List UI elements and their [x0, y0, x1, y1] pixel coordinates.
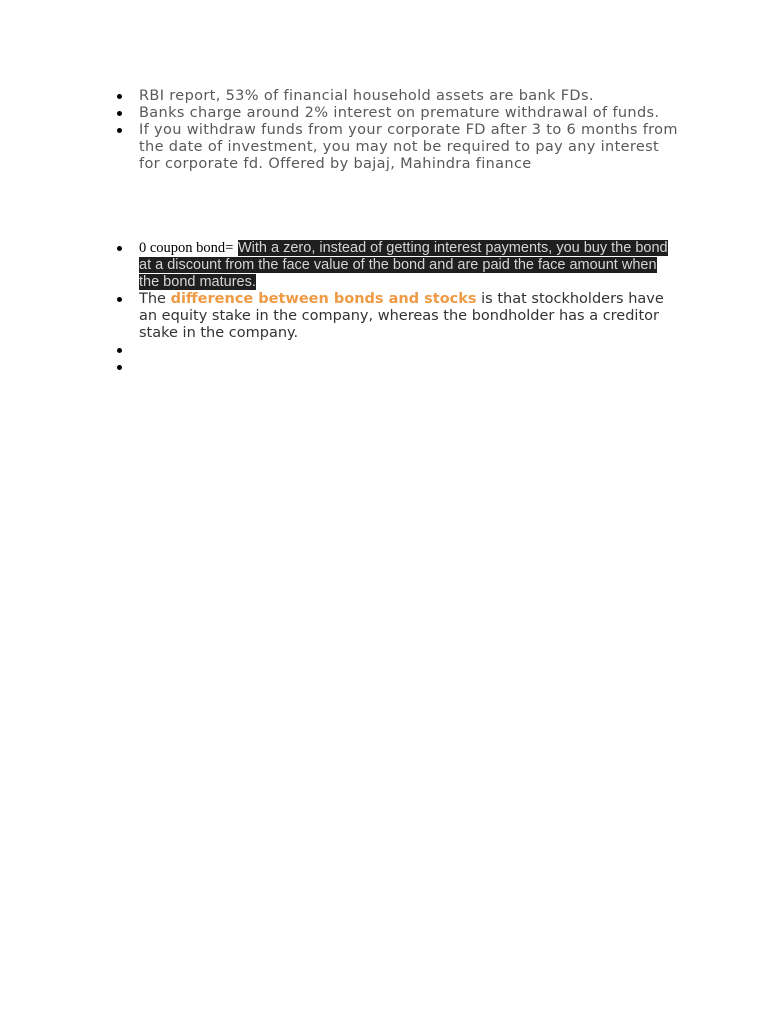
zero-coupon-highlighted-definition: With a zero, instead of getting interest payments, you buy the bond at a discount from the face value of the bond and are paid the face amount when the bond matures.	[139, 240, 668, 290]
bullet-item-empty	[139, 359, 679, 376]
bullet-item-bonds-vs-stocks	[139, 291, 679, 342]
bullet-item-zero-coupon-bond	[139, 240, 679, 291]
bullet-item-empty	[139, 342, 679, 359]
bonds-vs-stocks-rest: is that stockholders have an equity stake in the company, whereas the bondholder has a creditor stake in the company.	[139, 291, 664, 341]
zero-coupon-label: 0 coupon bond=	[139, 240, 234, 256]
bonds-vs-stocks-lead: The	[139, 291, 166, 307]
bonds-vs-stocks-link[interactable]: difference between bonds and stocks	[170, 291, 477, 307]
bullet-list-bond-notes	[139, 240, 679, 376]
bullet-list-fd-notes	[139, 88, 679, 173]
bullet-item-rbi-report: RBI report, 53% of financial household assets are bank FDs.	[139, 88, 679, 105]
bullet-item-premature-withdrawal: Banks charge around 2% interest on premature withdrawal of funds.	[139, 105, 679, 122]
bullet-item-corporate-fd: If you withdraw funds from your corporate FD after 3 to 6 months from the date of investment, you may not be required to pay any interest for corporate fd. Offered by bajaj, Mahindra finance	[139, 122, 678, 172]
